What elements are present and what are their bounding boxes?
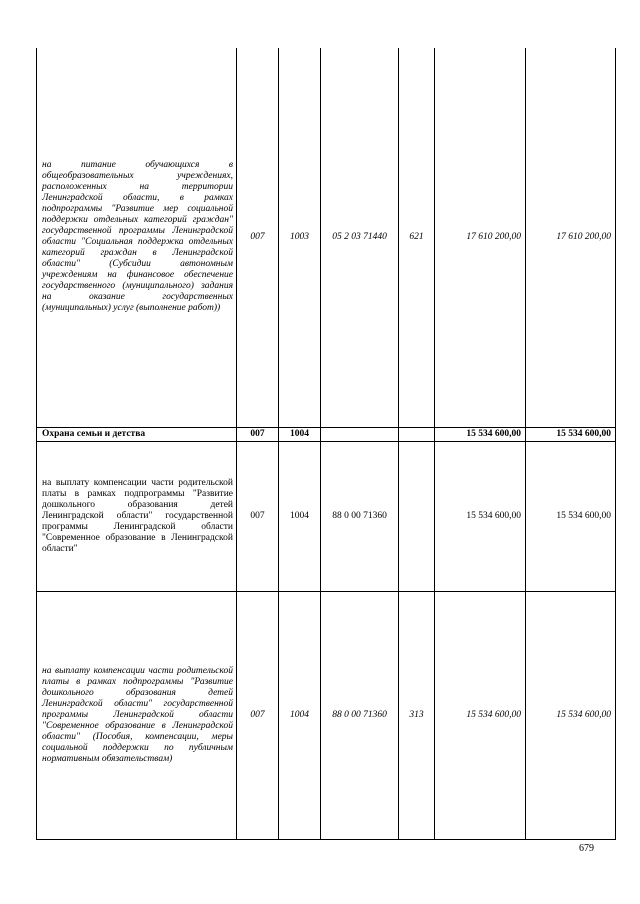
section-code: 1004	[279, 427, 321, 441]
row-description: Охрана семьи и детства	[37, 427, 237, 441]
amount-1: 15 534 600,00	[435, 591, 526, 839]
target-article-code: 88 0 00 71360	[321, 441, 399, 591]
amount-1: 15 534 600,00	[435, 427, 526, 441]
amount-2: 15 534 600,00	[526, 427, 616, 441]
expense-type-code: 621	[399, 48, 435, 427]
section-code: 1004	[279, 441, 321, 591]
expense-type-code	[399, 441, 435, 591]
table-row	[37, 591, 616, 839]
ministry-code: 007	[237, 427, 279, 441]
amount-2: 15 534 600,00	[526, 441, 616, 591]
section-code: 1003	[279, 48, 321, 427]
row-description: на выплату компенсации части родительской платы в рамках подпрограммы "Развитие дошкольного образования детей Ленинградской области" государственной программы Ленинградской области "Современное образование в Ленинградской области" (Пособия, компенсации, меры социальной поддержки по публичным нормативным обязательствам)	[37, 591, 237, 839]
ministry-code: 007	[237, 441, 279, 591]
expense-type-code	[399, 427, 435, 441]
budget-table	[36, 48, 616, 840]
row-description: на питание обучающихся в общеобразовательных учреждениях, расположенных на территории Ленинградской области, в рамках подпрограммы "Развитие мер социальной поддержки отдельных категорий граждан" государственной программы Ленинградской области "Социальная поддержка отдельных категорий граждан в Ленинградской области" (Субсидии автономным учреждениям на финансовое обеспечение государственного (муниципального) задания на оказание государственных (муниципальных) услуг (выполнение работ))	[37, 48, 237, 427]
target-article-code	[321, 427, 399, 441]
row-description: на выплату компенсации части родительской платы в рамках подпрограммы "Развитие дошкольного образования детей Ленинградской области" государственной программы Ленинградской области "Современное образование в Ленинградской области"	[37, 441, 237, 591]
amount-1: 17 610 200,00	[435, 48, 526, 427]
target-article-code: 88 0 00 71360	[321, 591, 399, 839]
target-article-code: 05 2 03 71440	[321, 48, 399, 427]
page-number: 679	[579, 843, 594, 854]
amount-2: 17 610 200,00	[526, 48, 616, 427]
expense-type-code: 313	[399, 591, 435, 839]
table-row	[37, 441, 616, 591]
table-row	[37, 427, 616, 441]
ministry-code: 007	[237, 591, 279, 839]
ministry-code: 007	[237, 48, 279, 427]
amount-2: 15 534 600,00	[526, 591, 616, 839]
amount-1: 15 534 600,00	[435, 441, 526, 591]
section-code: 1004	[279, 591, 321, 839]
table-row	[37, 48, 616, 427]
